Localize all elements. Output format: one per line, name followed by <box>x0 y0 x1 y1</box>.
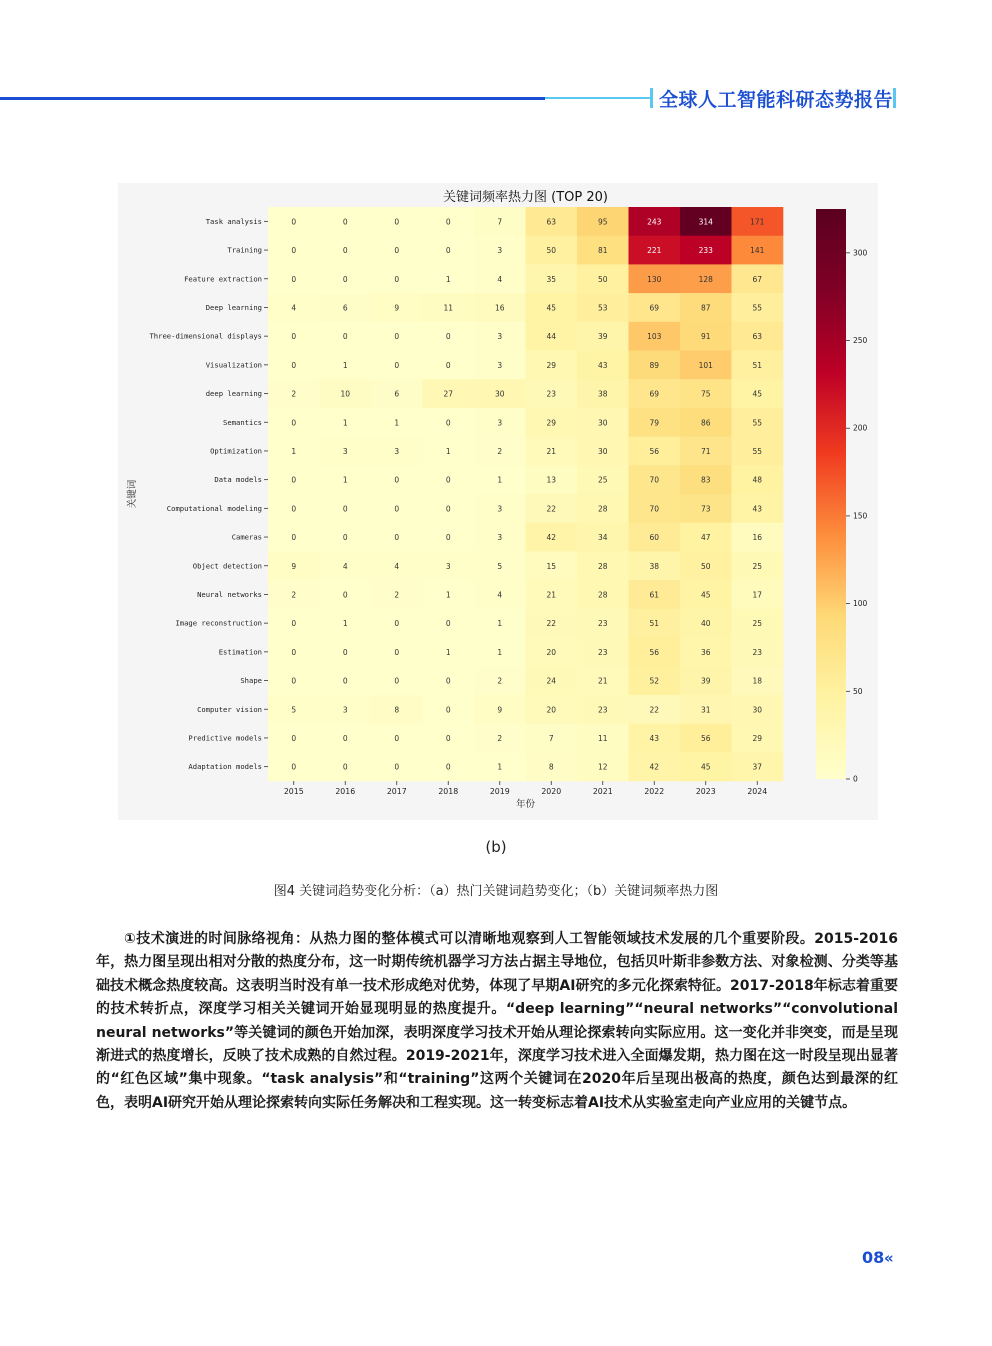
cell-value-label: 0 <box>445 504 451 514</box>
cell-value-label: 5 <box>291 705 297 715</box>
cell-value-label: 3 <box>497 246 503 256</box>
cell-value-label: 0 <box>394 332 400 342</box>
cell-value-label: 2 <box>497 676 503 686</box>
cell-value-label: 0 <box>394 533 400 543</box>
cell-value-label: 69 <box>649 303 660 313</box>
cell-value-label: 45 <box>752 389 763 399</box>
cell-value-label: 0 <box>394 504 400 514</box>
cell-value-label: 53 <box>597 303 608 313</box>
cell-value-label: 25 <box>597 475 608 485</box>
colorbar-tick-label: 100 <box>853 599 868 609</box>
cell-value-label: 0 <box>291 418 297 428</box>
x-tick-label: 2017 <box>386 787 407 796</box>
subfigure-label: (b) <box>485 838 507 856</box>
y-tick-label: Computational modeling <box>166 503 262 513</box>
cell-value-label: 16 <box>752 533 763 543</box>
colorbar-tick-label: 50 <box>853 686 863 696</box>
cell-value-label: 3 <box>497 332 503 342</box>
cell-value-label: 43 <box>752 504 763 514</box>
cell-value-label: 2 <box>497 446 503 456</box>
cell-value-label: 0 <box>445 705 451 715</box>
cell-value-label: 43 <box>649 733 660 743</box>
cell-value-label: 18 <box>752 676 763 686</box>
cell-value-label: 8 <box>548 762 554 772</box>
cell-value-label: 23 <box>597 619 608 629</box>
cell-value-label: 86 <box>700 418 711 428</box>
cell-value-label: 11 <box>443 303 454 313</box>
y-tick-label: Predictive models <box>188 733 262 743</box>
y-tick-label: Semantics <box>223 417 262 427</box>
x-tick-label: 2024 <box>747 787 768 796</box>
y-tick-label: Three-dimensional displays <box>149 331 262 341</box>
cell-value-label: 17 <box>752 590 763 600</box>
cell-value-label: 24 <box>546 676 557 686</box>
cell-value-label: 0 <box>394 676 400 686</box>
cell-value-label: 2 <box>497 733 503 743</box>
cell-value-label: 1 <box>342 619 348 629</box>
y-tick-label: Deep learning <box>205 302 262 312</box>
cell-value-label: 9 <box>291 561 297 571</box>
cell-value-label: 25 <box>752 619 763 629</box>
cell-value-label: 81 <box>597 246 608 256</box>
cell-value-label: 3 <box>394 446 400 456</box>
colorbar-tick-label: 200 <box>853 423 868 433</box>
cell-value-label: 1 <box>342 360 348 370</box>
cell-value-label: 23 <box>752 647 763 657</box>
cell-value-label: 21 <box>546 446 557 456</box>
cell-value-label: 0 <box>291 360 297 370</box>
cell-value-label: 0 <box>445 475 451 485</box>
cell-value-label: 1 <box>497 647 503 657</box>
cell-value-label: 0 <box>445 246 451 256</box>
cell-value-label: 89 <box>649 360 660 370</box>
cell-value-label: 7 <box>548 733 554 743</box>
cell-value-label: 23 <box>546 389 557 399</box>
cell-value-label: 171 <box>750 217 765 227</box>
cell-value-label: 45 <box>546 303 557 313</box>
cell-value-label: 0 <box>291 533 297 543</box>
y-tick-label: Training <box>227 245 262 255</box>
y-tick-label: Estimation <box>218 647 262 657</box>
cell-value-label: 0 <box>291 246 297 256</box>
cell-value-label: 70 <box>649 504 660 514</box>
cell-value-label: 22 <box>546 619 557 629</box>
cell-value-label: 1 <box>342 418 348 428</box>
cell-value-label: 141 <box>750 246 765 256</box>
cell-value-label: 30 <box>597 418 608 428</box>
cell-value-label: 0 <box>342 332 348 342</box>
cell-value-label: 37 <box>752 762 763 772</box>
cell-value-label: 0 <box>291 619 297 629</box>
cell-value-label: 79 <box>649 418 660 428</box>
chart-title: 关键词频率热力图 (TOP 20) <box>443 190 608 205</box>
cell-value-label: 0 <box>394 475 400 485</box>
cell-value-label: 43 <box>597 360 608 370</box>
cell-value-label: 0 <box>291 504 297 514</box>
cell-value-label: 55 <box>752 446 763 456</box>
cell-value-label: 27 <box>443 389 454 399</box>
cell-value-label: 0 <box>291 676 297 686</box>
header-title-bar-left <box>650 88 653 108</box>
cell-value-label: 29 <box>546 418 557 428</box>
cell-value-label: 44 <box>546 332 557 342</box>
cell-value-label: 10 <box>340 389 351 399</box>
y-tick-label: Computer vision <box>197 704 262 714</box>
cell-value-label: 30 <box>597 446 608 456</box>
cell-value-label: 56 <box>649 446 660 456</box>
cell-value-label: 0 <box>342 590 348 600</box>
cell-value-label: 1 <box>497 619 503 629</box>
report-title: 全球人工智能科研态势报告 <box>659 89 894 111</box>
cell-value-label: 63 <box>546 217 557 227</box>
cell-value-label: 103 <box>647 332 662 342</box>
cell-value-label: 0 <box>445 762 451 772</box>
colorbar-tick-label: 0 <box>853 774 858 784</box>
cell-value-label: 0 <box>291 475 297 485</box>
cell-value-label: 5 <box>497 561 503 571</box>
colorbar-tick-label: 300 <box>853 248 868 258</box>
y-tick-label: Adaptation models <box>188 762 262 772</box>
cell-value-label: 83 <box>700 475 711 485</box>
cell-value-label: 0 <box>291 217 297 227</box>
cell-value-label: 0 <box>342 217 348 227</box>
cell-value-label: 314 <box>698 217 713 227</box>
cell-value-label: 12 <box>597 762 608 772</box>
cell-value-label: 0 <box>394 619 400 629</box>
cell-value-label: 0 <box>394 274 400 284</box>
x-tick-label: 2016 <box>335 787 356 796</box>
cell-value-label: 63 <box>752 332 763 342</box>
cell-value-label: 1 <box>445 590 451 600</box>
cell-value-label: 50 <box>700 561 711 571</box>
x-tick-label: 2019 <box>489 787 510 796</box>
cell-value-label: 0 <box>342 504 348 514</box>
cell-value-label: 1 <box>497 475 503 485</box>
cell-value-label: 0 <box>342 246 348 256</box>
cell-value-label: 0 <box>445 418 451 428</box>
cell-value-label: 0 <box>291 274 297 284</box>
cell-value-label: 233 <box>698 246 713 256</box>
cell-value-label: 60 <box>649 533 660 543</box>
cell-value-label: 20 <box>546 705 557 715</box>
y-tick-label: Visualization <box>205 360 262 370</box>
cell-value-label: 0 <box>445 733 451 743</box>
cell-value-label: 55 <box>752 303 763 313</box>
cell-value-label: 0 <box>394 246 400 256</box>
heatmap-figure <box>118 183 878 820</box>
cell-value-label: 0 <box>291 332 297 342</box>
cell-value-label: 4 <box>291 303 297 313</box>
cell-value-label: 4 <box>342 561 348 571</box>
cell-value-label: 0 <box>394 762 400 772</box>
heatmap-chart <box>118 183 878 820</box>
cell-value-label: 95 <box>597 217 608 227</box>
cell-value-label: 75 <box>700 389 711 399</box>
cell-value-label: 0 <box>342 274 348 284</box>
cell-value-label: 0 <box>445 676 451 686</box>
cell-value-label: 30 <box>494 389 505 399</box>
cell-value-label: 3 <box>497 533 503 543</box>
cell-value-label: 23 <box>597 647 608 657</box>
cell-value-label: 0 <box>445 619 451 629</box>
cell-value-label: 0 <box>394 360 400 370</box>
cell-value-label: 40 <box>700 619 711 629</box>
cell-value-label: 47 <box>700 533 711 543</box>
cell-value-label: 2 <box>394 590 400 600</box>
y-tick-label: Feature extraction <box>184 274 262 284</box>
x-tick-label: 2021 <box>592 787 613 796</box>
cell-value-label: 1 <box>445 446 451 456</box>
y-tick-label: Neural networks <box>197 589 262 599</box>
cell-value-label: 15 <box>546 561 557 571</box>
cell-value-label: 7 <box>497 217 503 227</box>
cell-value-label: 2 <box>291 389 297 399</box>
cell-value-label: 21 <box>597 676 608 686</box>
cell-value-label: 6 <box>394 389 400 399</box>
cell-value-label: 0 <box>291 647 297 657</box>
cell-value-label: 0 <box>394 217 400 227</box>
x-tick-label: 2015 <box>283 787 304 796</box>
cell-value-label: 221 <box>647 246 662 256</box>
y-tick-label: Shape <box>240 676 262 686</box>
cell-value-label: 13 <box>546 475 557 485</box>
colorbar-tick-label: 250 <box>853 336 868 346</box>
cell-value-label: 1 <box>445 274 451 284</box>
y-tick-label: Task analysis <box>205 216 262 226</box>
cell-value-label: 4 <box>394 561 400 571</box>
cell-value-label: 31 <box>700 705 711 715</box>
y-axis-label: 关键词 <box>127 479 138 509</box>
cell-value-label: 1 <box>394 418 400 428</box>
cell-value-label: 61 <box>649 590 660 600</box>
cell-value-label: 3 <box>342 446 348 456</box>
cell-value-label: 0 <box>342 676 348 686</box>
cell-value-label: 70 <box>649 475 660 485</box>
cell-value-label: 4 <box>497 590 503 600</box>
cell-value-label: 69 <box>649 389 660 399</box>
cell-value-label: 0 <box>342 762 348 772</box>
cell-value-label: 0 <box>342 647 348 657</box>
cell-value-label: 39 <box>700 676 711 686</box>
cell-value-label: 22 <box>546 504 557 514</box>
header-rule-light <box>545 97 650 99</box>
x-tick-label: 2018 <box>438 787 459 796</box>
cell-value-label: 9 <box>497 705 503 715</box>
cell-value-label: 28 <box>597 504 608 514</box>
cell-value-label: 6 <box>342 303 348 313</box>
x-axis-label: 年份 <box>515 799 536 810</box>
cell-value-label: 55 <box>752 418 763 428</box>
cell-value-label: 21 <box>546 590 557 600</box>
cell-value-label: 3 <box>497 360 503 370</box>
cell-value-label: 56 <box>700 733 711 743</box>
cell-value-label: 30 <box>752 705 763 715</box>
cell-value-label: 51 <box>752 360 763 370</box>
cell-value-label: 91 <box>700 332 711 342</box>
cell-value-label: 101 <box>698 360 713 370</box>
x-tick-label: 2022 <box>644 787 665 796</box>
cell-value-label: 36 <box>700 647 711 657</box>
cell-value-label: 42 <box>649 762 660 772</box>
colorbar-tick-label: 150 <box>853 511 868 521</box>
cell-value-label: 0 <box>445 360 451 370</box>
cell-value-label: 4 <box>497 274 503 284</box>
cell-value-label: 51 <box>649 619 660 629</box>
figure-caption: 图4 关键词趋势变化分析：（a）热门关键词趋势变化；（b）关键词频率热力图 <box>273 884 719 899</box>
cell-value-label: 23 <box>597 705 608 715</box>
cell-value-label: 0 <box>342 733 348 743</box>
cell-value-label: 71 <box>700 446 711 456</box>
cell-value-label: 45 <box>700 762 711 772</box>
y-tick-label: deep learning <box>205 389 262 399</box>
cell-value-label: 0 <box>445 217 451 227</box>
cell-value-label: 22 <box>649 705 660 715</box>
cell-value-label: 128 <box>698 274 713 284</box>
cell-value-label: 1 <box>497 762 503 772</box>
cell-value-label: 3 <box>445 561 451 571</box>
cell-value-label: 11 <box>597 733 608 743</box>
cell-value-label: 34 <box>597 533 608 543</box>
body-text <box>96 928 898 1115</box>
cell-value-label: 52 <box>649 676 660 686</box>
y-tick-label: Data models <box>214 475 262 485</box>
cell-value-label: 0 <box>291 733 297 743</box>
cell-value-label: 38 <box>597 389 608 399</box>
cell-value-label: 0 <box>394 647 400 657</box>
cell-value-label: 1 <box>445 647 451 657</box>
cell-value-label: 50 <box>597 274 608 284</box>
cell-value-label: 0 <box>291 762 297 772</box>
cell-value-label: 8 <box>394 705 400 715</box>
cell-value-label: 0 <box>445 533 451 543</box>
x-tick-label: 2023 <box>695 787 716 796</box>
cell-value-label: 20 <box>546 647 557 657</box>
cell-value-label: 45 <box>700 590 711 600</box>
header-rule-dark <box>0 97 545 100</box>
cell-value-label: 28 <box>597 590 608 600</box>
y-tick-label: Image reconstruction <box>175 618 262 628</box>
cell-value-label: 39 <box>597 332 608 342</box>
cell-value-label: 29 <box>546 360 557 370</box>
header-title-bar-right <box>893 88 896 108</box>
cell-value-label: 0 <box>445 332 451 342</box>
cell-value-label: 87 <box>700 303 711 313</box>
cell-value-label: 50 <box>546 246 557 256</box>
cell-value-label: 9 <box>394 303 400 313</box>
cell-value-label: 67 <box>752 274 763 284</box>
cell-value-label: 73 <box>700 504 711 514</box>
cell-value-label: 56 <box>649 647 660 657</box>
cell-value-label: 42 <box>546 533 557 543</box>
cell-value-label: 25 <box>752 561 763 571</box>
cell-value-label: 0 <box>394 733 400 743</box>
cell-value-label: 1 <box>291 446 297 456</box>
colorbar <box>816 209 846 779</box>
cell-value-label: 1 <box>342 475 348 485</box>
y-tick-label: Object detection <box>192 561 262 571</box>
cell-value-label: 28 <box>597 561 608 571</box>
cell-value-label: 0 <box>342 533 348 543</box>
cell-value-label: 3 <box>497 418 503 428</box>
cell-value-label: 38 <box>649 561 660 571</box>
y-tick-label: Cameras <box>231 532 262 542</box>
cell-value-label: 16 <box>494 303 505 313</box>
cell-value-label: 29 <box>752 733 763 743</box>
body-paragraph: ①技术演进的时间脉络视角：从热力图的整体模式可以清晰地观察到人工智能领域技术发展的几个重要阶段。2015-2016年，热力图呈现出相对分散的热度分布，这一时期传统机器学习方法占据主导地位，包括贝叶斯非参数方法、对象检测、分类等基础技术概念热度较高。这表明当时没有单一技术形成绝对优势，体现了早期AI研究的多元化探索特征。2017-2018年标志着重要的技术转折点，深度学习相关关键词开始显现明显的热度提升。“deep learning”“neural networks”“convolutional neural networks”等关键词的颜色开始加深，表明深度学习技术开始从理论探索转向实际应用。这一变化并非突变，而是呈现渐进式的热度增长，反映了技术成熟的自然过程。2019-2021年，深度学习技术进入全面爆发期，热力图在这一时段呈现出显著的“红色区域”集中现象。“task analysis”和“training”这两个关键词在2020年后呈现出极高的热度，颜色达到最深的红色，表明AI研究开始从理论探索转向实际任务解决和工程实现。这一转变标志着AI技术从实验室走向产业应用的关键节点。 <box>96 931 898 1111</box>
cell-value-label: 243 <box>647 217 662 227</box>
x-tick-label: 2020 <box>541 787 562 796</box>
page-number: 08 <box>862 1248 885 1267</box>
chevron-left-icon: « <box>884 1249 894 1267</box>
cell-value-label: 130 <box>647 274 662 284</box>
y-tick-label: Optimization <box>210 446 262 456</box>
cell-value-label: 48 <box>752 475 763 485</box>
cell-value-label: 35 <box>546 274 557 284</box>
cell-value-label: 3 <box>342 705 348 715</box>
cell-value-label: 2 <box>291 590 297 600</box>
cell-value-label: 3 <box>497 504 503 514</box>
